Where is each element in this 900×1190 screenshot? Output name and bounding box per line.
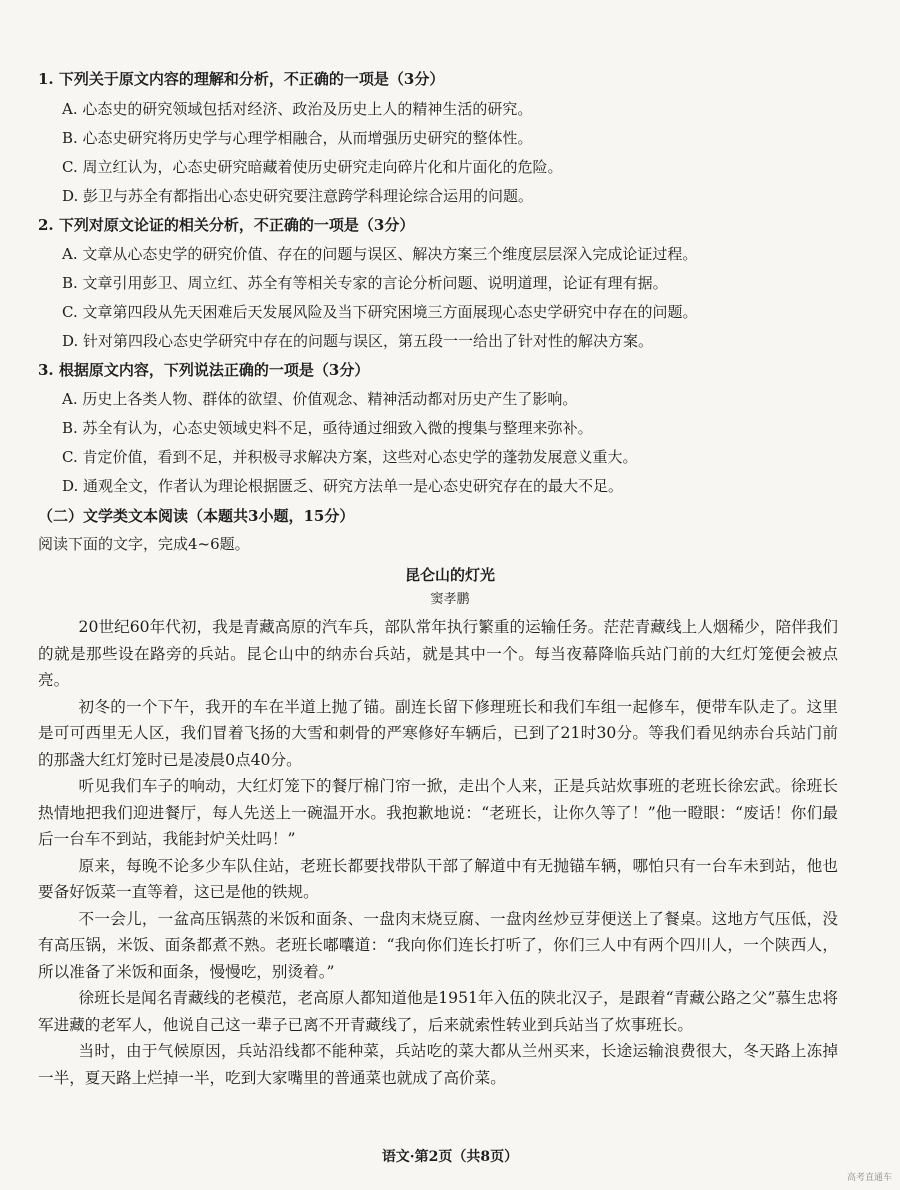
option: B. 心态史研究将历史学与心理学相融合，从而增强历史研究的整体性。 (62, 129, 533, 147)
option: C. 文章第四段从先天困难后天发展风险及当下研究困境三方面展现心态史学研究中存在的问题。 (62, 303, 698, 321)
question-stem: 2. 下列对原文论证的相关分析，不正确的一项是（3分） (38, 216, 415, 234)
section-instruction: 阅读下面的文字，完成4~6题。 (38, 535, 250, 553)
section-heading: （二）文学类文本阅读（本题共3小题，15分） (38, 507, 355, 525)
paragraph: 20世纪60年代初，我是青藏高原的汽车兵，部队常年执行繁重的运输任务。茫茫青藏线上人烟稀少，陪伴我们的就是那些设在路旁的兵站。昆仑山中的纳赤台兵站，就是其中一个。每当夜幕降临兵站门前的大红灯笼便会被点亮。 (38, 618, 838, 689)
question-stem: 1. 下列关于原文内容的理解和分析，不正确的一项是（3分） (38, 70, 445, 88)
paragraph: 徐班长是闻名青藏线的老模范，老高原人都知道他是1951年入伍的陕北汉子，是跟着“青藏公路之父”慕生忠将军进藏的老军人，他说自己这一辈子已离不开青藏线了，后来就索性转业到兵站当了炊事班长。 (38, 989, 838, 1034)
option: D. 彭卫与苏全有都指出心态史研究要注意跨学科理论综合运用的问题。 (62, 187, 534, 205)
option: A. 文章从心态史学的研究价值、存在的问题与误区、解决方案三个维度层层深入完成论证过程。 (62, 245, 698, 263)
article-title: 昆仑山的灯光 (404, 566, 495, 584)
paragraph: 当时，由于气候原因，兵站沿线都不能种菜，兵站吃的菜大都从兰州买来，长途运输浪费很大，冬天路上冻掉一半，夏天路上烂掉一半，吃到大家嘴里的普通菜也就成了高价菜。 (38, 1042, 838, 1087)
article-author: 窦孝鹏 (430, 592, 470, 607)
option: A. 心态史的研究领域包括对经济、政治及历史上人的精神生活的研究。 (62, 100, 533, 118)
paragraph: 听见我们车子的响动，大红灯笼下的餐厅棉门帘一掀，走出个人来，正是兵站炊事班的老班长徐宏武。徐班长热情地把我们迎进餐厅，每人先送上一碗温开水。我抱歉地说：“老班长，让你久等了！”他一瞪眼：“废话！你们最后一台车不到站，我能封炉关灶吗！” (38, 777, 838, 848)
watermark: 高考直通车 (846, 1173, 892, 1183)
option: B. 文章引用彭卫、周立红、苏全有等相关专家的言论分析问题、说明道理，论证有理有据。 (62, 274, 668, 292)
paragraph: 不一会儿，一盆高压锅蒸的米饭和面条、一盘肉末烧豆腐、一盘肉丝炒豆芽便送上了餐桌。这地方气压低，没有高压锅，米饭、面条都煮不熟。老班长嘟囔道：“我向你们连长打听了，你们三人中有两个四川人，一个陕西人，所以准备了米饭和面条，慢慢吃，别烫着。” (38, 909, 838, 981)
page-footer: 语文·第2页（共8页） (381, 1149, 519, 1165)
option: C. 肯定价值，看到不足，并积极寻求解决方案，这些对心态史学的蓬勃发展意义重大。 (62, 448, 638, 466)
question-stem: 3. 根据原文内容，下列说法正确的一项是（3分） (38, 361, 370, 379)
option: D. 通观全文，作者认为理论根据匮乏、研究方法单一是心态史研究存在的最大不足。 (62, 477, 624, 495)
paragraph: 原来，每晚不论多少车队住站，老班长都要找带队干部了解道中有无抛锚车辆，哪怕只有一台车未到站，他也要备好饭菜一直等着，这已是他的铁规。 (38, 856, 838, 901)
article-body (38, 614, 838, 1091)
option: B. 苏全有认为，心态史领域史料不足，亟待通过细致入微的搜集与整理来弥补。 (62, 419, 593, 437)
option: C. 周立红认为，心态史研究暗藏着使历史研究走向碎片化和片面化的危险。 (62, 158, 563, 176)
option: D. 针对第四段心态史学研究中存在的问题与误区，第五段一一给出了针对性的解决方案。 (62, 332, 654, 350)
option: A. 历史上各类人物、群体的欲望、价值观念、精神活动都对历史产生了影响。 (62, 390, 578, 408)
paragraph: 初冬的一个下午，我开的车在半道上抛了锚。副连长留下修理班长和我们车组一起修车，便带车队走了。这里是可可西里无人区，我们冒着飞扬的大雪和刺骨的严寒修好车辆后，已到了21时30分。等我们看见纳赤台兵站门前的那盏大红灯笼时已是凌晨0点40分。 (38, 697, 838, 769)
